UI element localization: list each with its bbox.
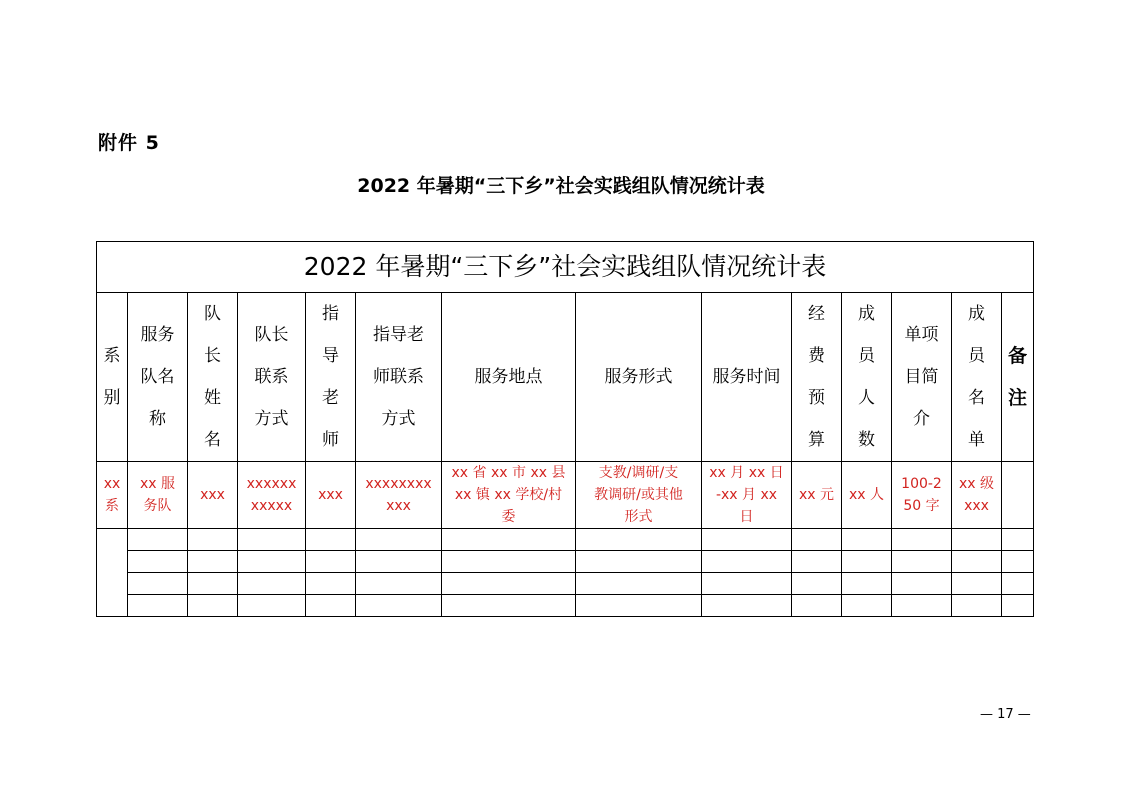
blank-cell	[792, 529, 842, 551]
blank-cell	[892, 551, 952, 573]
header-location: 服务地点	[442, 293, 576, 462]
blank-cell	[128, 551, 188, 573]
sample-location: xx 省 xx 市 xx 县 xx 镇 xx 学校/村 委	[442, 462, 576, 529]
blank-cell	[792, 573, 842, 595]
blank-cell	[306, 573, 356, 595]
blank-cell	[842, 529, 892, 551]
attachment-label: 附件 5	[98, 132, 160, 154]
blank-cell	[188, 529, 238, 551]
blank-cell	[892, 595, 952, 617]
blank-cell	[952, 529, 1002, 551]
header-team-name: 服务 队名 称	[128, 293, 188, 462]
blank-cell	[842, 573, 892, 595]
header-form: 服务形式	[576, 293, 702, 462]
sample-members-count: xx 人	[842, 462, 892, 529]
blank-row	[97, 595, 1034, 617]
blank-cell	[306, 529, 356, 551]
blank-cell	[702, 573, 792, 595]
blank-cell	[952, 551, 1002, 573]
blank-cell	[128, 529, 188, 551]
table-title: 2022 年暑期“三下乡”社会实践组队情况统计表	[97, 242, 1034, 293]
blank-cell	[1002, 551, 1034, 573]
blank-cell	[842, 551, 892, 573]
blank-cell	[356, 551, 442, 573]
sample-leader-contact: xxxxxx xxxxx	[238, 462, 306, 529]
header-members-count: 成 员 人 数	[842, 293, 892, 462]
blank-cell	[356, 595, 442, 617]
blank-cell	[306, 595, 356, 617]
header-budget: 经 费 预 算	[792, 293, 842, 462]
blank-cell	[1002, 529, 1034, 551]
header-row	[97, 293, 1034, 462]
statistics-table	[96, 241, 1034, 617]
document-title: 2022 年暑期“三下乡”社会实践组队情况统计表	[357, 175, 765, 197]
blank-cell	[356, 573, 442, 595]
header-member-list: 成 员 名 单	[952, 293, 1002, 462]
sample-row	[97, 462, 1034, 529]
blank-cell	[128, 595, 188, 617]
sample-dept: xx 系	[97, 462, 128, 529]
page-number: — 17 —	[980, 707, 1031, 722]
sample-leader-name: xxx	[188, 462, 238, 529]
blank-cell	[442, 551, 576, 573]
sample-team-name: xx 服 务队	[128, 462, 188, 529]
blank-cell	[188, 595, 238, 617]
blank-cell	[1002, 573, 1034, 595]
blank-cell	[576, 551, 702, 573]
header-advisor: 指 导 老 师	[306, 293, 356, 462]
blank-cell	[356, 529, 442, 551]
blank-cell	[306, 551, 356, 573]
blank-cell	[188, 551, 238, 573]
blank-cell	[576, 529, 702, 551]
sample-form: 支教/调研/支 教调研/或其他 形式	[576, 462, 702, 529]
header-project-intro: 单项 目简 介	[892, 293, 952, 462]
blank-cell	[128, 573, 188, 595]
sample-time: xx 月 xx 日 -xx 月 xx 日	[702, 462, 792, 529]
blank-cell	[952, 595, 1002, 617]
header-dept: 系 别	[97, 293, 128, 462]
header-leader-contact: 队长 联系 方式	[238, 293, 306, 462]
sample-project-intro: 100-2 50 字	[892, 462, 952, 529]
header-remarks: 备 注	[1002, 293, 1034, 462]
blank-cell	[792, 551, 842, 573]
sample-advisor: xxx	[306, 462, 356, 529]
blank-cell	[792, 595, 842, 617]
blank-cell	[842, 595, 892, 617]
sample-remarks	[1002, 462, 1034, 529]
header-time: 服务时间	[702, 293, 792, 462]
blank-cell	[442, 595, 576, 617]
blank-cell	[442, 529, 576, 551]
blank-cell	[702, 529, 792, 551]
blank-cell	[892, 573, 952, 595]
blank-cell	[238, 529, 306, 551]
blank-cell	[702, 595, 792, 617]
sample-advisor-contact: xxxxxxxx xxx	[356, 462, 442, 529]
header-leader-name: 队 长 姓 名	[188, 293, 238, 462]
blank-cell	[188, 573, 238, 595]
header-advisor-contact: 指导老 师联系 方式	[356, 293, 442, 462]
blank-cell	[238, 551, 306, 573]
sample-budget: xx 元	[792, 462, 842, 529]
blank-cell	[702, 551, 792, 573]
blank-cell	[97, 529, 128, 617]
blank-cell	[1002, 595, 1034, 617]
blank-cell	[576, 573, 702, 595]
blank-row	[97, 573, 1034, 595]
blank-cell	[576, 595, 702, 617]
blank-row	[97, 551, 1034, 573]
blank-row	[97, 529, 1034, 551]
blank-cell	[442, 573, 576, 595]
blank-cell	[238, 595, 306, 617]
blank-cell	[952, 573, 1002, 595]
blank-cell	[892, 529, 952, 551]
sample-member-list: xx 级 xxx	[952, 462, 1002, 529]
blank-cell	[238, 573, 306, 595]
